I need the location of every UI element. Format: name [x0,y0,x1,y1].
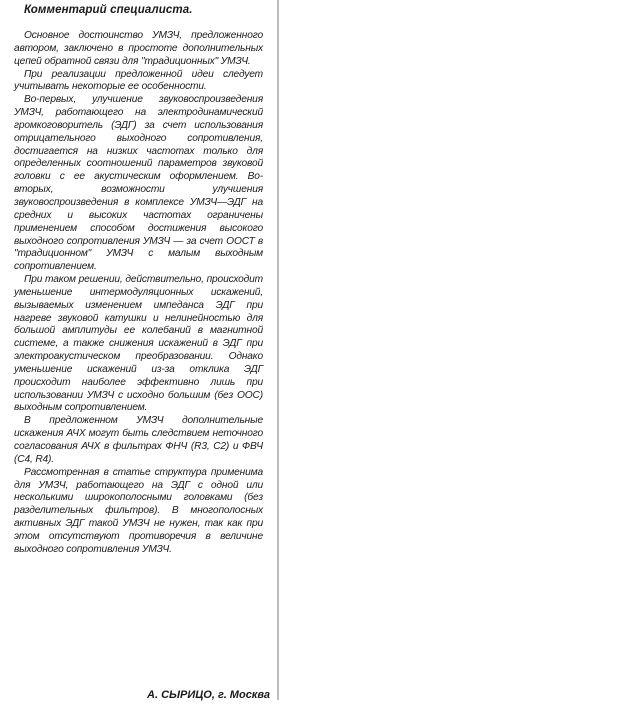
article-heading: Комментарий специалиста. [24,4,193,16]
paragraph-3: Во-первых, улучшение звуковоспроизведения УМЗЧ, работающего на электродинамический громкоговоритель (ЭДГ) за счет использования отрицательного выходного сопротивления, достигается на низких частотах только для определенных соотношений параметров звуковой головки с ее акустическим оформлением. Во-вторых, возможности улучшения звуковоспроизведения в комплексе УМЗЧ—ЭДГ на средних и высоких частотах ограничены применением способом достижения высокого выходного сопротивления УМЗЧ — за счет ООСТ в "традиционном" УМЗЧ с малым выходным сопротивлением. [14,94,263,273]
article-column [14,0,272,708]
article-body [14,30,263,557]
paragraph-4: При таком решении, действительно, происходит уменьшение интермодуляционных искажений, вызываемых изменением импеданса ЭДГ при нагреве звуковой катушки и нелинейностью для большой амплитуды ее колебаний в магнитной системе, а также снижения искажений в ЭДГ при электроакустическом преобразовании. Однако уменьшение искажений из-за отклика ЭДГ происходит наиболее эффективно лишь при использовании УМЗЧ с исходно большим (без ООС) выходным сопротивлением. [14,274,263,414]
paragraph-6: Рассмотренная в статье структура применима для УМЗЧ, работающего на ЭДГ с одной или несколькими широкополосными головками (без разделительных фильтров). В многополосных активных ЭДГ такой УМЗЧ не нужен, так как при этом отсутствуют противоречия в величине выходного сопротивления УМЗЧ. [14,466,263,555]
author-signature: А. СЫРИЦО, г. Москва [147,689,270,701]
paragraph-5: В предложенном УМЗЧ дополнительные искажения АЧХ могут быть следствием неточного согласования АЧХ в фильтрах ФНЧ (R3, C2) и ФВЧ (C4, R4). [14,415,263,465]
paragraph-1: Основное достоинство УМЗЧ, предложенного автором, заключено в простоте дополнительных цепей обратной связи для "традиционных" УМЗЧ. [14,30,263,67]
paragraph-2: При реализации предложенной идеи следует учитывать некоторые ее особенности. [14,68,263,93]
column-divider [277,0,279,700]
